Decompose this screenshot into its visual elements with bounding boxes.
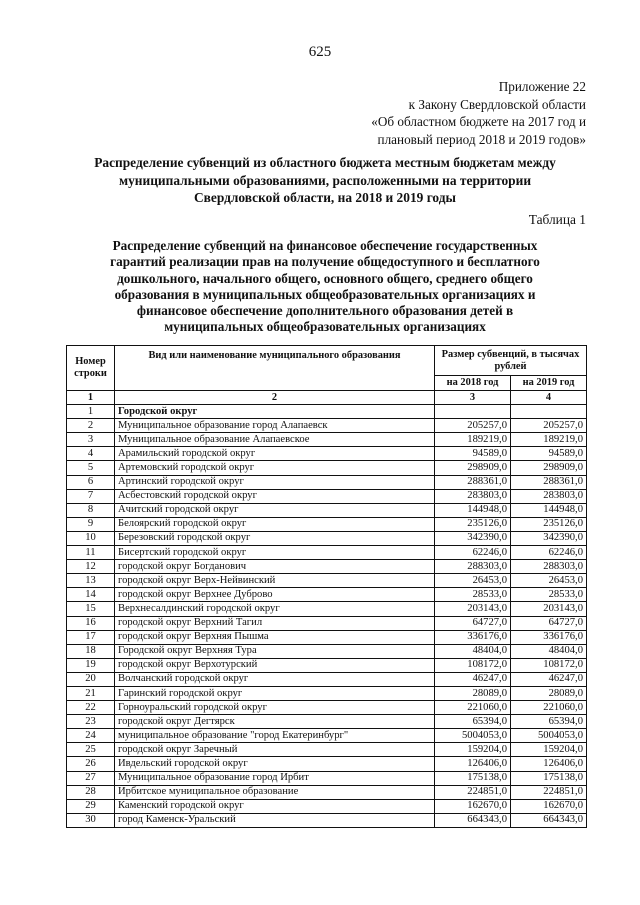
amount-2018-cell: 126406,0 bbox=[435, 757, 511, 771]
row-number-cell: 18 bbox=[67, 644, 115, 658]
column-number: 2 bbox=[115, 391, 435, 405]
table-row bbox=[67, 588, 587, 602]
municipality-name-cell: Городской округ bbox=[115, 405, 435, 419]
row-number-cell: 8 bbox=[67, 503, 115, 517]
amount-2018-cell: 189219,0 bbox=[435, 433, 511, 447]
row-number-cell: 26 bbox=[67, 757, 115, 771]
amount-2018-cell: 224851,0 bbox=[435, 785, 511, 799]
row-number-cell: 29 bbox=[67, 799, 115, 813]
table-row bbox=[67, 799, 587, 813]
appendix-line: Приложение 22 bbox=[498, 79, 586, 94]
table-row bbox=[67, 785, 587, 799]
row-number-cell: 30 bbox=[67, 813, 115, 827]
amount-2019-cell: 26453,0 bbox=[511, 574, 587, 588]
municipality-name-cell: городской округ Заречный bbox=[115, 743, 435, 757]
amount-2019-cell: 283803,0 bbox=[511, 489, 587, 503]
amount-2018-cell: 48404,0 bbox=[435, 644, 511, 658]
amount-2018-cell: 283803,0 bbox=[435, 489, 511, 503]
amount-2019-cell: 94589,0 bbox=[511, 447, 587, 461]
table-title: Распределение субвенций на финансовое обеспечение государственных гарантий реализации прав на получение общедоступного и бесплатного дошкольного, начального общего, основного общего, среднего общего образования в муниципальных общеобразовательных организациях и финансовое обеспечение дополнительного образования детей в муниципальных общеобразовательных организациях bbox=[110, 238, 540, 335]
subventions-table bbox=[66, 345, 587, 828]
amount-2018-cell: 5004053,0 bbox=[435, 729, 511, 743]
municipality-name-cell: городской округ Верхотурский bbox=[115, 658, 435, 672]
amount-2019-cell: 144948,0 bbox=[511, 503, 587, 517]
municipality-name-cell: Волчанский городской округ bbox=[115, 672, 435, 686]
appendix-block bbox=[371, 78, 586, 148]
amount-2018-cell: 28089,0 bbox=[435, 686, 511, 700]
row-number-cell: 10 bbox=[67, 531, 115, 545]
header-amount: Размер субвенций, в тысячах рублей bbox=[435, 346, 587, 376]
amount-2019-cell: 62246,0 bbox=[511, 546, 587, 560]
municipality-name-cell: муниципальное образование "город Екатеринбург" bbox=[115, 729, 435, 743]
municipality-name-cell: городской округ Верхний Тагил bbox=[115, 616, 435, 630]
amount-2018-cell: 664343,0 bbox=[435, 813, 511, 827]
row-number-cell: 4 bbox=[67, 447, 115, 461]
municipality-name-cell: Муниципальное образование город Алапаевск bbox=[115, 419, 435, 433]
row-number-cell: 21 bbox=[67, 686, 115, 700]
amount-2018-cell: 46247,0 bbox=[435, 672, 511, 686]
amount-2018-cell: 235126,0 bbox=[435, 517, 511, 531]
municipality-name-cell: Артинский городской округ bbox=[115, 475, 435, 489]
amount-2018-cell bbox=[435, 405, 511, 419]
municipality-name-cell: Ирбитское муниципальное образование bbox=[115, 785, 435, 799]
table-row bbox=[67, 701, 587, 715]
table-row bbox=[67, 405, 587, 419]
table-row bbox=[67, 503, 587, 517]
municipality-name-cell: городской округ Верхняя Пышма bbox=[115, 630, 435, 644]
row-number-cell: 27 bbox=[67, 771, 115, 785]
header-2018: на 2018 год bbox=[435, 376, 511, 391]
amount-2019-cell: 203143,0 bbox=[511, 602, 587, 616]
amount-2019-cell: 64727,0 bbox=[511, 616, 587, 630]
municipality-name-cell: Бисертский городской округ bbox=[115, 546, 435, 560]
municipality-name-cell: Ивдельский городской округ bbox=[115, 757, 435, 771]
municipality-name-cell: Верхнесалдинский городской округ bbox=[115, 602, 435, 616]
amount-2019-cell: 221060,0 bbox=[511, 701, 587, 715]
municipality-name-cell: Гаринский городской округ bbox=[115, 686, 435, 700]
table-row bbox=[67, 419, 587, 433]
row-number-cell: 6 bbox=[67, 475, 115, 489]
table-row bbox=[67, 616, 587, 630]
municipality-name-cell: городской округ Верхнее Дуброво bbox=[115, 588, 435, 602]
amount-2019-cell bbox=[511, 405, 587, 419]
appendix-line: плановый период 2018 и 2019 годов» bbox=[377, 131, 586, 147]
amount-2018-cell: 108172,0 bbox=[435, 658, 511, 672]
table-row bbox=[67, 461, 587, 475]
amount-2019-cell: 5004053,0 bbox=[511, 729, 587, 743]
amount-2019-cell: 235126,0 bbox=[511, 517, 587, 531]
page-number: 625 bbox=[308, 44, 332, 60]
amount-2019-cell: 48404,0 bbox=[511, 644, 587, 658]
municipality-name-cell: Городской округ Верхняя Тура bbox=[115, 644, 435, 658]
amount-2018-cell: 342390,0 bbox=[435, 531, 511, 545]
amount-2019-cell: 175138,0 bbox=[511, 771, 587, 785]
amount-2018-cell: 205257,0 bbox=[435, 419, 511, 433]
document-heading: Распределение субвенций из областного бюджета местным бюджетам между муниципальными образованиями, расположенными на территории Свердловской области, на 2018 и 2019 годы bbox=[94, 155, 556, 205]
amount-2019-cell: 336176,0 bbox=[511, 630, 587, 644]
table-row bbox=[67, 447, 587, 461]
amount-2019-cell: 189219,0 bbox=[511, 433, 587, 447]
table-row bbox=[67, 517, 587, 531]
table-row bbox=[67, 560, 587, 574]
amount-2019-cell: 65394,0 bbox=[511, 715, 587, 729]
row-number-cell: 7 bbox=[67, 489, 115, 503]
row-number-cell: 9 bbox=[67, 517, 115, 531]
amount-2018-cell: 62246,0 bbox=[435, 546, 511, 560]
municipality-name-cell: городской округ Верх-Нейвинский bbox=[115, 574, 435, 588]
municipality-name-cell: Арамильский городской округ bbox=[115, 447, 435, 461]
amount-2018-cell: 288303,0 bbox=[435, 560, 511, 574]
amount-2019-cell: 288361,0 bbox=[511, 475, 587, 489]
row-number-cell: 1 bbox=[67, 405, 115, 419]
row-number-cell: 16 bbox=[67, 616, 115, 630]
amount-2018-cell: 203143,0 bbox=[435, 602, 511, 616]
amount-2018-cell: 159204,0 bbox=[435, 743, 511, 757]
row-number-cell: 17 bbox=[67, 630, 115, 644]
appendix-line: к Закону Свердловской области bbox=[408, 96, 586, 112]
column-number: 3 bbox=[435, 391, 511, 405]
row-number-cell: 15 bbox=[67, 602, 115, 616]
column-number: 4 bbox=[511, 391, 587, 405]
amount-2019-cell: 28089,0 bbox=[511, 686, 587, 700]
municipality-name-cell: городской округ Дегтярск bbox=[115, 715, 435, 729]
amount-2018-cell: 162670,0 bbox=[435, 799, 511, 813]
municipality-name-cell: Березовский городской округ bbox=[115, 531, 435, 545]
municipality-name-cell: городской округ Богданович bbox=[115, 560, 435, 574]
column-number: 1 bbox=[67, 391, 115, 405]
table-row bbox=[67, 813, 587, 827]
row-number-cell: 3 bbox=[67, 433, 115, 447]
row-number-cell: 2 bbox=[67, 419, 115, 433]
municipality-name-cell: город Каменск-Уральский bbox=[115, 813, 435, 827]
header-name: Вид или наименование муниципального образования bbox=[115, 346, 435, 391]
row-number-cell: 22 bbox=[67, 701, 115, 715]
amount-2018-cell: 144948,0 bbox=[435, 503, 511, 517]
row-number-cell: 25 bbox=[67, 743, 115, 757]
table-row bbox=[67, 686, 587, 700]
amount-2019-cell: 28533,0 bbox=[511, 588, 587, 602]
amount-2018-cell: 26453,0 bbox=[435, 574, 511, 588]
table-row bbox=[67, 757, 587, 771]
municipality-name-cell: Каменский городской округ bbox=[115, 799, 435, 813]
table-row bbox=[67, 672, 587, 686]
amount-2019-cell: 205257,0 bbox=[511, 419, 587, 433]
amount-2018-cell: 64727,0 bbox=[435, 616, 511, 630]
row-number-cell: 23 bbox=[67, 715, 115, 729]
municipality-name-cell: Горноуральский городской округ bbox=[115, 701, 435, 715]
amount-2019-cell: 288303,0 bbox=[511, 560, 587, 574]
table-row bbox=[67, 475, 587, 489]
table-row bbox=[67, 489, 587, 503]
amount-2018-cell: 65394,0 bbox=[435, 715, 511, 729]
amount-2018-cell: 28533,0 bbox=[435, 588, 511, 602]
amount-2019-cell: 162670,0 bbox=[511, 799, 587, 813]
row-number-cell: 20 bbox=[67, 672, 115, 686]
row-number-cell: 5 bbox=[67, 461, 115, 475]
table-row bbox=[67, 602, 587, 616]
row-number-cell: 24 bbox=[67, 729, 115, 743]
municipality-name-cell: Асбестовский городской округ bbox=[115, 489, 435, 503]
municipality-name-cell: Артемовский городской округ bbox=[115, 461, 435, 475]
row-number-cell: 19 bbox=[67, 658, 115, 672]
amount-2019-cell: 342390,0 bbox=[511, 531, 587, 545]
amount-2019-cell: 298909,0 bbox=[511, 461, 587, 475]
municipality-name-cell: Белоярский городской округ bbox=[115, 517, 435, 531]
row-number-cell: 11 bbox=[67, 546, 115, 560]
amount-2019-cell: 664343,0 bbox=[511, 813, 587, 827]
table-row bbox=[67, 743, 587, 757]
table-row bbox=[67, 546, 587, 560]
table-row bbox=[67, 715, 587, 729]
amount-2019-cell: 108172,0 bbox=[511, 658, 587, 672]
header-2019: на 2019 год bbox=[511, 376, 587, 391]
table-label: Таблица 1 bbox=[528, 212, 586, 227]
table-row bbox=[67, 433, 587, 447]
amount-2019-cell: 224851,0 bbox=[511, 785, 587, 799]
amount-2018-cell: 288361,0 bbox=[435, 475, 511, 489]
amount-2019-cell: 159204,0 bbox=[511, 743, 587, 757]
amount-2018-cell: 94589,0 bbox=[435, 447, 511, 461]
table-row bbox=[67, 771, 587, 785]
row-number-cell: 14 bbox=[67, 588, 115, 602]
table-row bbox=[67, 630, 587, 644]
municipality-name-cell: Муниципальное образование Алапаевское bbox=[115, 433, 435, 447]
appendix-line: «Об областном бюджете на 2017 год и bbox=[371, 114, 586, 129]
row-number-cell: 13 bbox=[67, 574, 115, 588]
table-row bbox=[67, 531, 587, 545]
table-body bbox=[67, 405, 587, 828]
amount-2018-cell: 175138,0 bbox=[435, 771, 511, 785]
table-row bbox=[67, 658, 587, 672]
amount-2018-cell: 336176,0 bbox=[435, 630, 511, 644]
header-row-number: Номер строки bbox=[67, 346, 115, 391]
row-number-cell: 28 bbox=[67, 785, 115, 799]
municipality-name-cell: Муниципальное образование город Ирбит bbox=[115, 771, 435, 785]
amount-2018-cell: 221060,0 bbox=[435, 701, 511, 715]
amount-2018-cell: 298909,0 bbox=[435, 461, 511, 475]
row-number-cell: 12 bbox=[67, 560, 115, 574]
municipality-name-cell: Ачитский городской округ bbox=[115, 503, 435, 517]
amount-2019-cell: 46247,0 bbox=[511, 672, 587, 686]
table-row bbox=[67, 574, 587, 588]
table-row bbox=[67, 729, 587, 743]
amount-2019-cell: 126406,0 bbox=[511, 757, 587, 771]
table-row bbox=[67, 644, 587, 658]
